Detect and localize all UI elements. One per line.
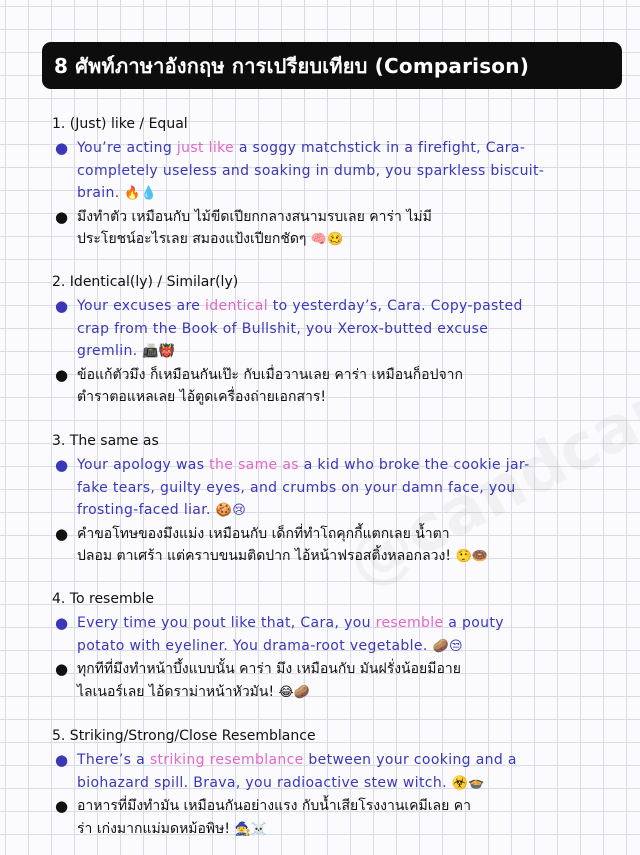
english-example: ● Your apology was the same as a kid who broke the cookie jar- fake tears, guilty eyes, and crumbs on your damn face, you frosting-faced liar. 🍪😢 <box>55 456 530 518</box>
thai-translation: ● คำขอโทษของมึงแม่ง เหมือนกับ เด็กที่ทำโถคุกกี้แตกเลย น้ำตา ปลอม ตาเศร้า แต่คราบขนมติดปาก ไอ้หน้าฟรอสติ้งหลอกลวง! 🤥🍩 <box>55 524 488 564</box>
english-example: ● There’s a striking resemblance between your cooking and a biohazard spill. Brava, you radioactive stew witch. ☣️🍲 <box>55 751 517 791</box>
section-heading: 5. Striking/Strong/Close Resemblance <box>52 728 316 744</box>
bullet-dot: ● <box>55 207 69 226</box>
bullet-dot: ● <box>55 660 69 678</box>
bullet-dot: ● <box>55 797 69 815</box>
potato-unamused-emoji: 🥔😒 <box>432 638 463 654</box>
section-heading: 4. To resemble <box>52 591 154 607</box>
highlight-phrase: striking resemblance <box>149 752 304 768</box>
cookie-crying-emoji: 🍪😢 <box>215 503 247 518</box>
fire-droplet-emoji: 🔥💧 <box>124 186 158 201</box>
liar-donut-emoji: 🤥🍩 <box>455 549 488 564</box>
section-identical <box>52 272 612 410</box>
section-to-resemble <box>52 589 612 704</box>
section-just-like <box>52 114 612 252</box>
bullet-dot: ● <box>55 365 69 384</box>
thai-translation: ● มึงทำตัว เหมือนกับ ไม้ขีดเปียกกลางสนามรบเลย คาร่า ไม่มี ประโยชน์อะไรเลย สมองแป้งเปียกชัดๆ 🧠🥴 <box>55 207 432 247</box>
biohazard-stew-emoji: ☣️🍲 <box>451 775 485 791</box>
fax-ogre-emoji: 📠👹 <box>142 344 176 359</box>
section-heading: 3. The same as <box>52 433 159 449</box>
thai-translation: ● ข้อแก้ตัวมึง ก็เหมือนกันเป๊ะ กับเมื่อวานเลย คาร่า เหมือนก็อปจาก ตำราตอแหลเลย ไอ้ตูดเครื่องถ่ายเอกสาร! <box>55 365 464 405</box>
bullet-dot: ● <box>55 524 69 543</box>
bullet-dot: ● <box>55 751 69 769</box>
section-heading: 2. Identical(ly) / Similar(ly) <box>52 274 239 290</box>
bullet-dot: ● <box>55 456 69 474</box>
english-example: ● Your excuses are identical to yesterday’s, Cara. Copy-pasted crap from the Book of Bullshit, you Xerox-butted excuse gremlin. 📠👹 <box>55 297 523 359</box>
highlight-phrase: just like <box>176 140 235 156</box>
thai-translation: ● อาหารที่มึงทำมัน เหมือนกันอย่างแรง กับน้ำเสียโรงงานเคมีเลย คา ร่า เก่งมากแม่มดหม้อพิษ! 🧙‍♀️☠️ <box>55 797 472 837</box>
witch-skull-emoji: 🧙‍♀️☠️ <box>234 821 267 837</box>
highlight-phrase: resemble <box>375 615 444 631</box>
bullet-dot: ● <box>55 297 69 315</box>
highlight-phrase: the same as <box>209 457 299 473</box>
page-title: 8 ศัพท์ภาษาอังกฤษ การเปรียบเทียบ (Comparison) <box>54 53 530 78</box>
bullet-dot: ● <box>55 139 69 157</box>
laughing-potato-emoji: 😂🥔 <box>278 684 310 700</box>
english-example: ● Every time you pout like that, Cara, you resemble a pouty potato with eyeliner. You drama-root vegetable. 🥔😒 <box>55 614 504 654</box>
bullet-dot: ● <box>55 614 69 632</box>
section-the-same-as <box>52 431 612 569</box>
brain-dizzy-emoji: 🧠🥴 <box>310 232 344 247</box>
english-example: ● You’re acting just like a soggy matchstick in a firefight, Cara- completely useless and soaking in dumb, you sparkless biscuit- brain. 🔥💧 <box>55 139 545 201</box>
section-heading: 1. (Just) like / Equal <box>52 116 188 132</box>
thai-translation: ● ทุกทีที่มึงทำหน้าบึ้งแบบนั้น คาร่า มึง เหมือนกับ มันฝรั่งน้อยมีอาย ไลเนอร์เลย ไอ้ดราม่าหน้าหัวมัน! 😂🥔 <box>55 660 461 700</box>
section-striking-resemblance <box>52 726 612 841</box>
highlight-phrase: identical <box>205 298 268 314</box>
title-bar <box>42 42 622 89</box>
